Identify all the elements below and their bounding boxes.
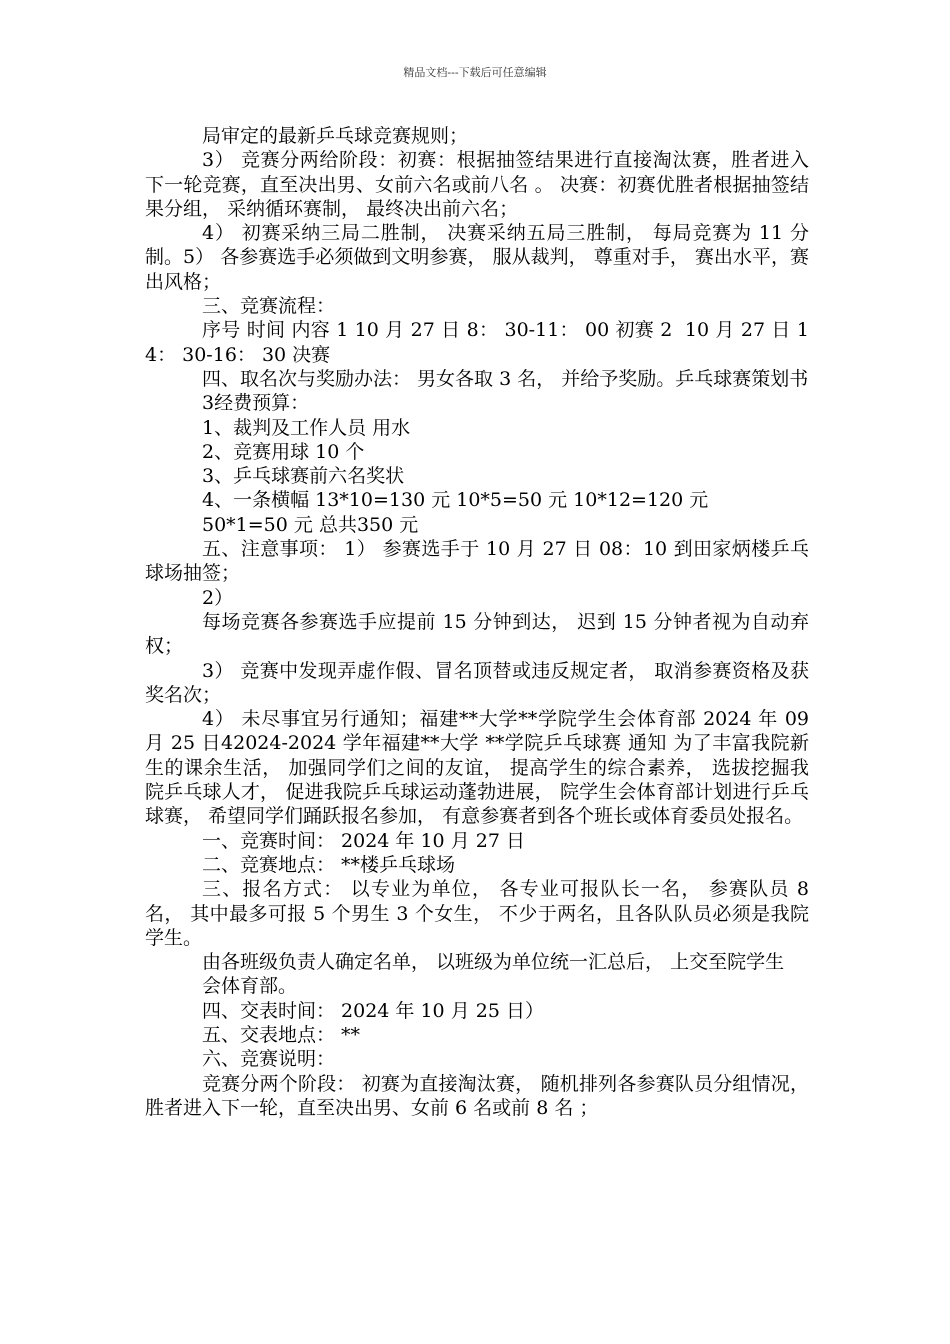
section-heading: 三、竞赛流程：	[202, 295, 336, 318]
page-header: 精品文档---下载后可任意编辑	[403, 66, 547, 79]
list-item: 3、乒乓球赛前六名奖状	[202, 465, 405, 488]
list-item: 50*1=50 元 总共350 元	[202, 513, 419, 536]
section-heading: 五、注意事项： 1） 参赛选手于 10 月 27 日 08：10 到田家炳楼乒乓球场抽签；	[145, 538, 809, 585]
section-heading: 二、竞赛地点： **楼乒乓球场	[202, 853, 456, 876]
paragraph: 由各班级负责人确定名单， 以班级为单位统一汇总后， 上交至院学生	[202, 951, 785, 974]
section-heading: 六、竞赛说明：	[202, 1048, 336, 1071]
list-item: 2、竞赛用球 10 个	[202, 440, 365, 463]
document-body	[145, 124, 816, 1120]
list-item: 1、裁判及工作人员 用水	[202, 416, 411, 439]
paragraph: 局审定的最新乒乓球竞赛规则；	[202, 125, 469, 147]
paragraph: 序号 时间 内容 1 10 月 27 日 8： 30-11： 00 初赛 2 10 月 27 日 14： 30-16： 30 决赛	[145, 319, 809, 366]
paragraph: 会体育部。	[202, 975, 298, 998]
section-heading: 3经费预算：	[202, 392, 310, 415]
section-heading: 四、取名次与奖励办法： 男女各取 3 名， 并给予奖励。乒乓球赛策划书	[202, 367, 809, 390]
paragraph: 4） 未尽事宜另行通知；福建**大学**学院学生会体育部 2024 年 09 月 25 日42024-2024 学年福建**大学 **学院乒乓球赛 通知 为了丰富我院新生的课余生活， 加强同学们之间的友谊， 提高学生的综合素养， 选拔挖掘我院乒乓球人才， 促进我院乒乓球运动蓬勃进展， 院学生会体育部计划进行乒乓球赛， 希望同学们踊跃报名参加， 有意参赛者到各个班长或体育委员处报名。	[145, 708, 816, 828]
section-heading: 四、交表时间： 2024 年 10 月 25 日）	[202, 999, 544, 1022]
section-heading: 五、交表地点： **	[202, 1023, 361, 1046]
paragraph: 每场竞赛各参赛选手应提前 15 分钟到达， 迟到 15 分钟者视为自动弃权；	[145, 610, 809, 658]
paragraph: 竞赛分两个阶段： 初赛为直接淘汰赛， 随机排列各参赛队员分组情况， 胜者进入下一轮，直至决出男、女前 6 名或前 8 名 ；	[145, 1072, 816, 1119]
paragraph: 4） 初赛采纳三局二胜制， 决赛采纳五局三胜制， 每局竞赛为 11 分制。5） 各参赛选手必须做到文明参赛， 服从裁判， 尊重对手， 赛出水平，赛出风格；	[145, 222, 809, 293]
section-heading: 一、竞赛时间： 2024 年 10 月 27 日	[202, 829, 525, 852]
list-item: 3） 竞赛中发现弄虚作假、冒名顶替或违反规定者， 取消参赛资格及获奖名次；	[145, 659, 809, 706]
list-item: 2）	[202, 586, 234, 609]
paragraph: 3） 竞赛分两给阶段：初赛：根据抽签结果进行直接淘汰赛，胜者进入下一轮竞赛，直至决出男、女前六名或前八名 。 决赛：初赛优胜者根据抽签结果分组， 采纳循环赛制， 最终决出前六名；	[145, 149, 809, 220]
list-item: 4、一条横幅 13*10=130 元 10*5=50 元 10*12=120 元	[202, 489, 709, 512]
paragraph: 三、报名方式： 以专业为单位， 各专业可报队长一名， 参赛队员 8 名， 其中最多可报 5 个男生 3 个女生， 不少于两名，且各队队员必须是我院学生。	[145, 878, 816, 949]
